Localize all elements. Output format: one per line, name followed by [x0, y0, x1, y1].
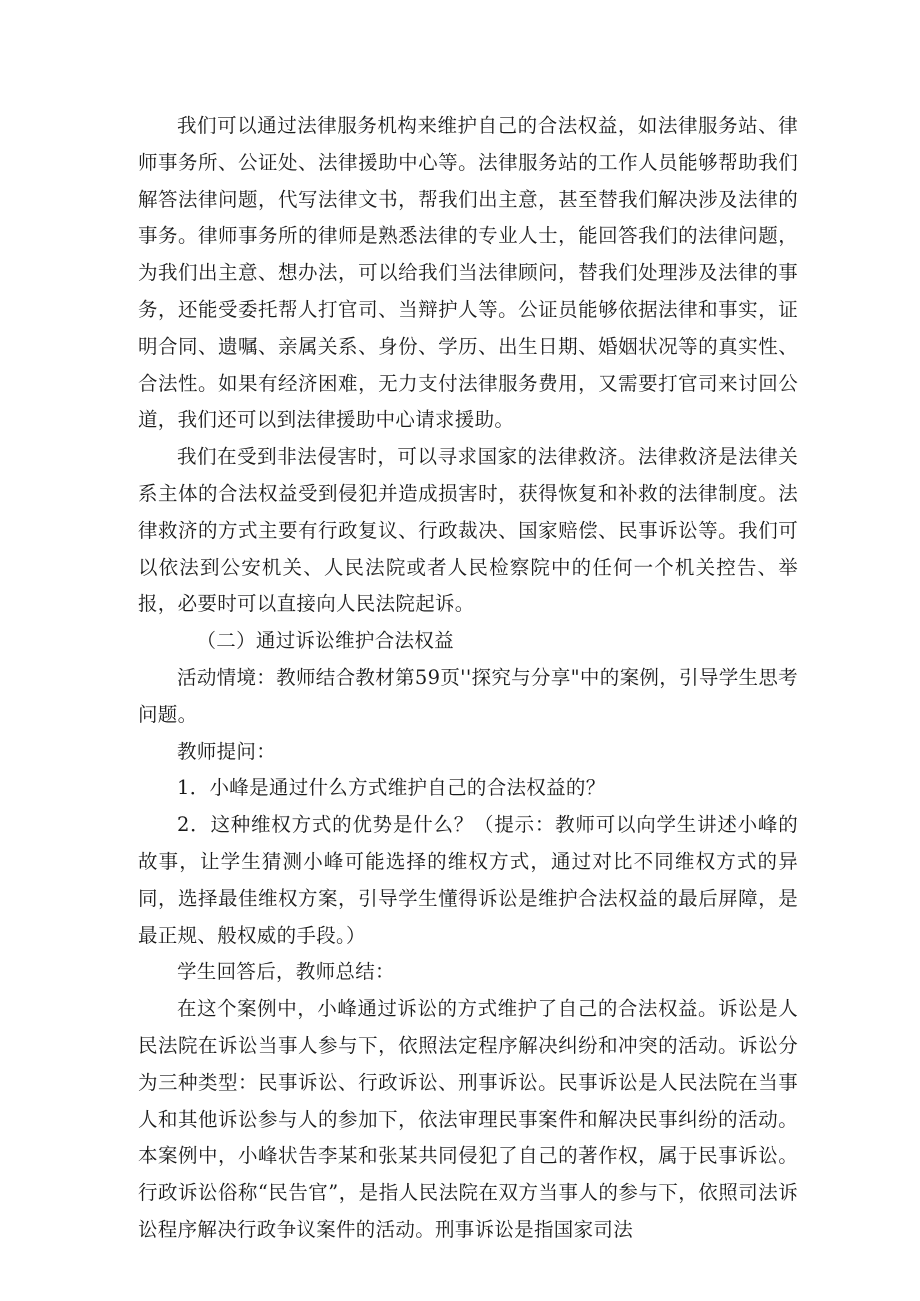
paragraph-legal-service-institutions: 我们可以通过法律服务机构来维护自己的合法权益，如法律服务站、律师事务所、公证处、法律援助中心等。法律服务站的工作人员能够帮助我们解答法律问题，代写法律文书，帮我们出主意，甚至替我们解决涉及法律的事务。律师事务所的律师是熟悉法律的专业人士，能回答我们的法律问题，为我们出主意、想办法，可以给我们当法律顾问，替我们处理涉及法律的事务，还能受委托帮人打官司、当辩护人等。公证员能够依据法律和事实，证明合同、遗嘱、亲属关系、身份、学历、出生日期、婚姻状况等的真实性、合法性。如果有经济困难，无力支付法律服务费用，又需要打官司来讨回公道，我们还可以到法律援助中心请求援助。	[138, 114, 798, 432]
paragraph-legal-remedy: 我们在受到非法侵害时，可以寻求国家的法律救济。法律救济是法律关系主体的合法权益受到侵犯并造成损害时，获得恢复和补救的法律制度。法律救济的方式主要有行政复议、行政裁决、国家赔偿、民事诉讼等。我们可以依法到公安机关、人民法院或者人民检察院中的任何一个机关控告、举报，必要时可以直接向人民法院起诉。	[138, 445, 798, 616]
question-item-1: 1．小峰是通过什么方式维护自己的合法权益的？	[177, 776, 606, 800]
paragraph-summary-litigation-types: 在这个案例中，小峰通过诉讼的方式维护了自己的合法权益。诉讼是人民法院在诉讼当事人参与下，依照法定程序解决纠纷和冲突的活动。诉讼分为三种类型：民事诉讼、行政诉讼、刑事诉讼。民事诉讼是人民法院在当事人和其他诉讼参与人的参加下，依法审理民事案件和解决民事纠纷的活动。本案例中，小峰状告李某和张某共同侵犯了自己的著作权，属于民事诉讼。行政诉讼俗称“民告官”，是指人民法院在双方当事人的参与下，依照司法诉讼程序解决行政争议案件的活动。刑事诉讼是指国家司法	[138, 997, 798, 1241]
paragraph-activity-context: 活动情境：教师结合教材第59页''探究与分享"中的案例，引导学生思考问题。	[138, 665, 798, 726]
section-heading-litigation: （二）通过诉讼维护合法权益	[196, 629, 454, 653]
question-item-2: 2．这种维权方式的优势是什么？（提示：教师可以向学生讲述小峰的故事，让学生猜测小峰可能选择的维权方式，通过对比不同维权方式的异同，选择最佳维权方案，引导学生懂得诉讼是维护合法权益的最后屏障，是最正规、般权威的手段。）	[138, 813, 798, 947]
paragraph-teacher-summary-label: 学生回答后，教师总结：	[177, 960, 395, 984]
paragraph-teacher-question-label: 教师提问：	[177, 739, 277, 763]
document-body	[138, 108, 798, 1249]
